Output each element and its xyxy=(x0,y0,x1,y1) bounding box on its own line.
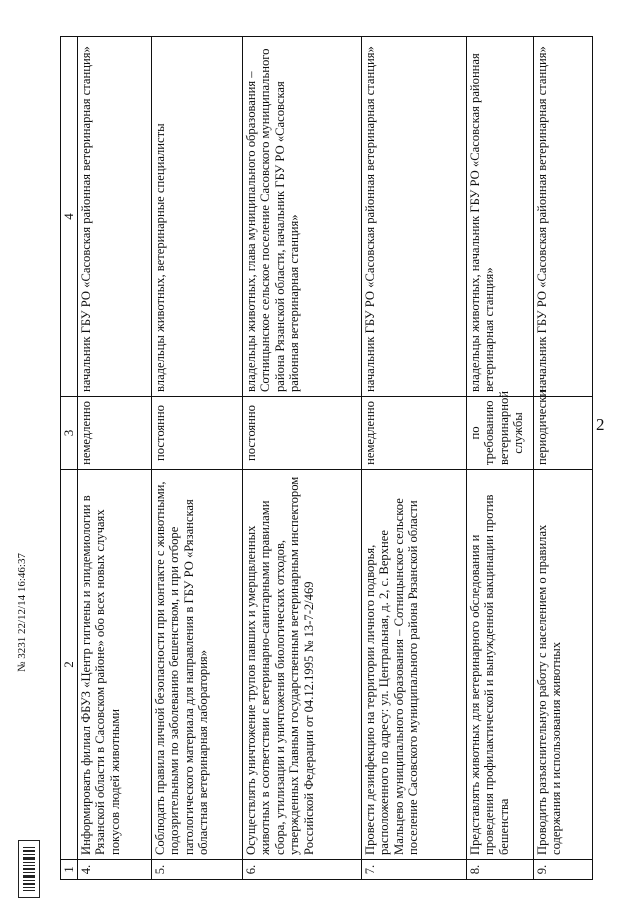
row-action: Проводить разъяснительную работу с населением о правилах содержания и использования животных xyxy=(534,470,593,860)
rotated-table-area xyxy=(60,37,596,880)
row-term: по требованию ветеринарной службы xyxy=(467,397,534,470)
barcode-stamp-icon xyxy=(18,840,40,898)
row-term: периодически xyxy=(534,397,593,470)
measures-table xyxy=(60,36,593,880)
row-term: немедленно xyxy=(362,397,467,470)
row-action: Представлять животных для ветеринарного обследования и проведения профилактической и вынужденной вакцинации против бешенства xyxy=(467,470,534,860)
row-term: постоянно xyxy=(243,397,362,470)
row-responsible: начальник ГБУ РО «Сасовская районная ветеринарная станция» xyxy=(78,37,152,397)
row-term: постоянно xyxy=(152,397,243,470)
row-number: 8. xyxy=(467,860,534,880)
header-row xyxy=(61,37,78,880)
row-term: немедленно xyxy=(78,397,152,470)
table-row xyxy=(362,37,467,880)
header-cell: 2 xyxy=(61,470,78,860)
row-number: 6. xyxy=(243,860,362,880)
header-cell: 3 xyxy=(61,397,78,470)
row-number: 5. xyxy=(152,860,243,880)
header-cell: 4 xyxy=(61,37,78,397)
row-action: Провести дезинфекцию на территории личного подворья, расположенного по адресу: ул. Центральная, д. 2, с. Верхнее Мальцево муниципального образования – Сотницынское сельское поселение Сасовского муниципального района Рязанской области xyxy=(362,470,467,860)
header-cell: 1 xyxy=(61,860,78,880)
row-responsible: владельцы животных, начальник ГБУ РО «Сасовская районная ветеринарная станция» xyxy=(467,37,534,397)
table-row xyxy=(152,37,243,880)
document-footer xyxy=(16,553,42,898)
table-row xyxy=(467,37,534,880)
row-responsible: начальник ГБУ РО «Сасовская районная ветеринарная станция» xyxy=(534,37,593,397)
row-responsible: владельцы животных, ветеринарные специалисты xyxy=(152,37,243,397)
registration-number: № 3231 22/12/14 16:46:37 xyxy=(16,553,28,672)
table-row xyxy=(243,37,362,880)
row-responsible: начальник ГБУ РО «Сасовская районная ветеринарная станция» xyxy=(362,37,467,397)
page-number: 2 xyxy=(596,415,605,434)
row-action: Осуществлять уничтожение трупов павших и умерщвленных животных в соответствии с ветеринарно-санитарными правилами сбора, утилизации и уничтожения биологических отходов, утвержденных Главным государственным ветеринарным инспектором Российской Федерации от 04.12.1995 № 13-7-2/469 xyxy=(243,470,362,860)
row-number: 7. xyxy=(362,860,467,880)
table-row xyxy=(78,37,152,880)
row-number: 4. xyxy=(78,860,152,880)
row-responsible: владельцы животных, глава муниципального образования – Сотницынское сельское поселение Сасовского муниципального района Рязанской области, начальник ГБУ РО «Сасовская районная ветеринарная станция» xyxy=(243,37,362,397)
row-number: 9. xyxy=(534,860,593,880)
row-action: Информировать филиал ФБУЗ «Центр гигиены и эпидемиологии в Рязанской области в Сасовском районе» обо всех новых случаях покусов людей животными xyxy=(78,470,152,860)
table-row xyxy=(534,37,593,880)
row-action: Соблюдать правила личной безопасности при контакте с животными, подозрительными по заболеванию бешенством, и при отборе патологического материала для направления в ГБУ РО «Рязанская областная ветеринарная лаборатория» xyxy=(152,470,243,860)
